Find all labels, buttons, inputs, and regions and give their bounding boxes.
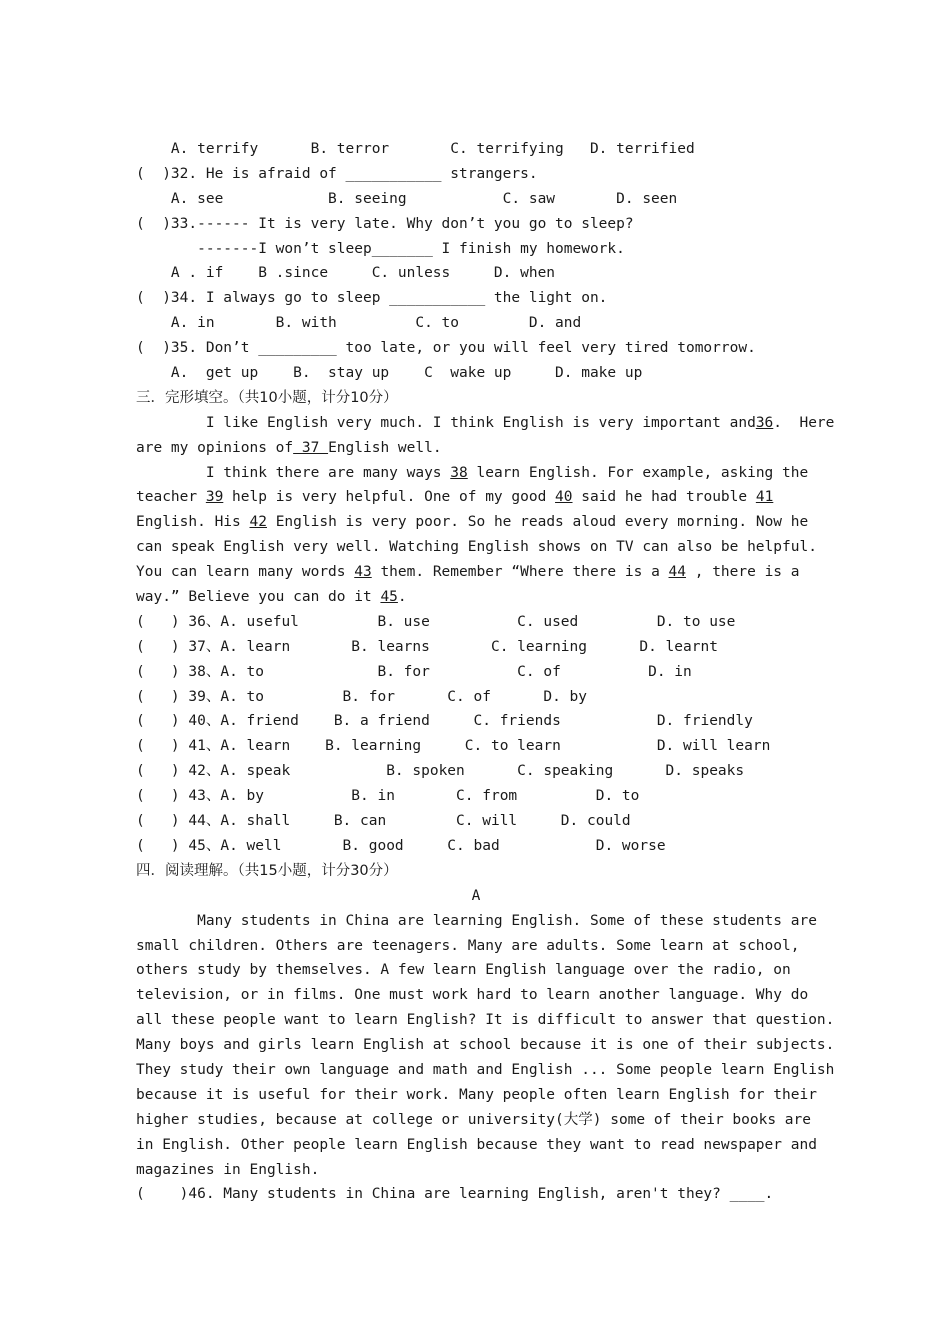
cloze-option-42: ( ) 42、A. speak B. spoken C. speaking D. speaks [136,763,745,780]
exam-paper [136,137,835,1207]
cloze-option-36: ( ) 36、A. useful B. use C. used D. to use [136,613,736,630]
passage-line-11: magazines in English. [136,1161,320,1178]
blank-45: 45 [380,589,398,606]
cloze-line-4: teacher 39 help is very helpful. One of my good 40 said he had trouble 41 [136,489,774,506]
passage-line-1: Many students in China are learning English. Some of these students are [136,912,817,929]
q31-options: A. terrify B. terror C. terrifying D. terrified [136,141,695,157]
q35-stem: ( )35. Don’t _________ too late, or you will feel very tired tomorrow. [136,340,756,357]
q34-options: A. in B. with C. to D. and [136,315,582,332]
passage-line-3: others study by themselves. A few learn English language over the radio, on [136,962,791,979]
q33-options: A . if B .since C. unless D. when [136,265,556,282]
cloze-line-5: English. His 42 English is very poor. So he reads aloud every morning. Now he [136,514,809,531]
q46-stem: ( )46. Many students in China are learning English, aren't they? ____. [136,1186,774,1203]
q32-stem: ( )32. He is afraid of ___________ strangers. [136,165,538,182]
passage-line-10: in English. Other people learn English because they want to read newspaper and [136,1136,817,1153]
cloze-line-7: You can learn many words 43 them. Remember “Where there is a 44 , there is a [136,564,800,581]
cloze-line-1: I like English very much. I think English is very important and36. Here [136,414,835,431]
passage-line-9: higher studies, because at college or university(大学) some of their books are [136,1111,812,1128]
cloze-line-3: I think there are many ways 38 learn English. For example, asking the [136,464,809,481]
q33-stem: ( )33.------ It is very late. Why don’t you go to sleep? [136,215,634,232]
cloze-option-43: ( ) 43、A. by B. in C. from D. to [136,788,640,805]
cloze-option-38: ( ) 38、A. to B. for C. of D. in [136,663,692,680]
cloze-option-41: ( ) 41、A. learn B. learning C. to learn D. will learn [136,738,771,755]
blank-40: 40 [555,489,573,506]
cloze-option-39: ( ) 39、A. to B. for C. of D. by [136,688,587,705]
q33-reply: -------I won’t sleep_______ I finish my homework. [136,240,625,257]
passage-line-6: Many boys and girls learn English at school because it is one of their subjects. [136,1037,835,1054]
cloze-option-40: ( ) 40、A. friend B. a friend C. friends D. friendly [136,713,753,730]
passage-line-4: television, or in films. One must work hard to learn another language. Why do [136,987,809,1004]
blank-44: 44 [668,564,686,581]
cloze-line-2: are my opinions of 37 English well. [136,439,442,456]
section3-heading: 三．完形填空。（共10小题，计分10分） [136,389,398,406]
passage-line-2: small children. Others are teenagers. Many are adults. Some learn at school, [136,937,800,954]
q35-options: A. get up B. stay up C wake up D. make up [136,365,643,382]
blank-37: 37 [293,439,329,456]
blank-38: 38 [450,464,468,481]
section4-heading: 四．阅读理解。（共15小题，计分30分） [136,862,398,879]
blank-36: 36 [755,414,774,431]
blank-43: 43 [354,564,372,581]
cloze-line-6: can speak English very well. Watching English shows on TV can also be helpful. [136,539,817,556]
cloze-option-45: ( ) 45、A. well B. good C. bad D. worse [136,837,666,854]
blank-42: 42 [249,514,267,531]
q32-options: A. see B. seeing C. saw D. seen [136,190,678,207]
cloze-line-8: way.” Believe you can do it 45. [136,589,407,606]
cloze-option-44: ( ) 44、A. shall B. can C. will D. could [136,813,631,830]
q34-stem: ( )34. I always go to sleep ___________ the light on. [136,290,608,307]
passage-line-5: all these people want to learn English? It is difficult to answer that question. [136,1012,835,1029]
passage-label: A [471,887,481,904]
blank-39: 39 [205,489,224,506]
passage-line-7: They study their own language and math and English ... Some people learn English [136,1061,835,1078]
blank-41: 41 [755,489,774,506]
cloze-option-37: ( ) 37、A. learn B. learns C. learning D. learnt [136,638,718,655]
passage-line-8: because it is useful for their work. Many people often learn English for their [136,1086,817,1103]
